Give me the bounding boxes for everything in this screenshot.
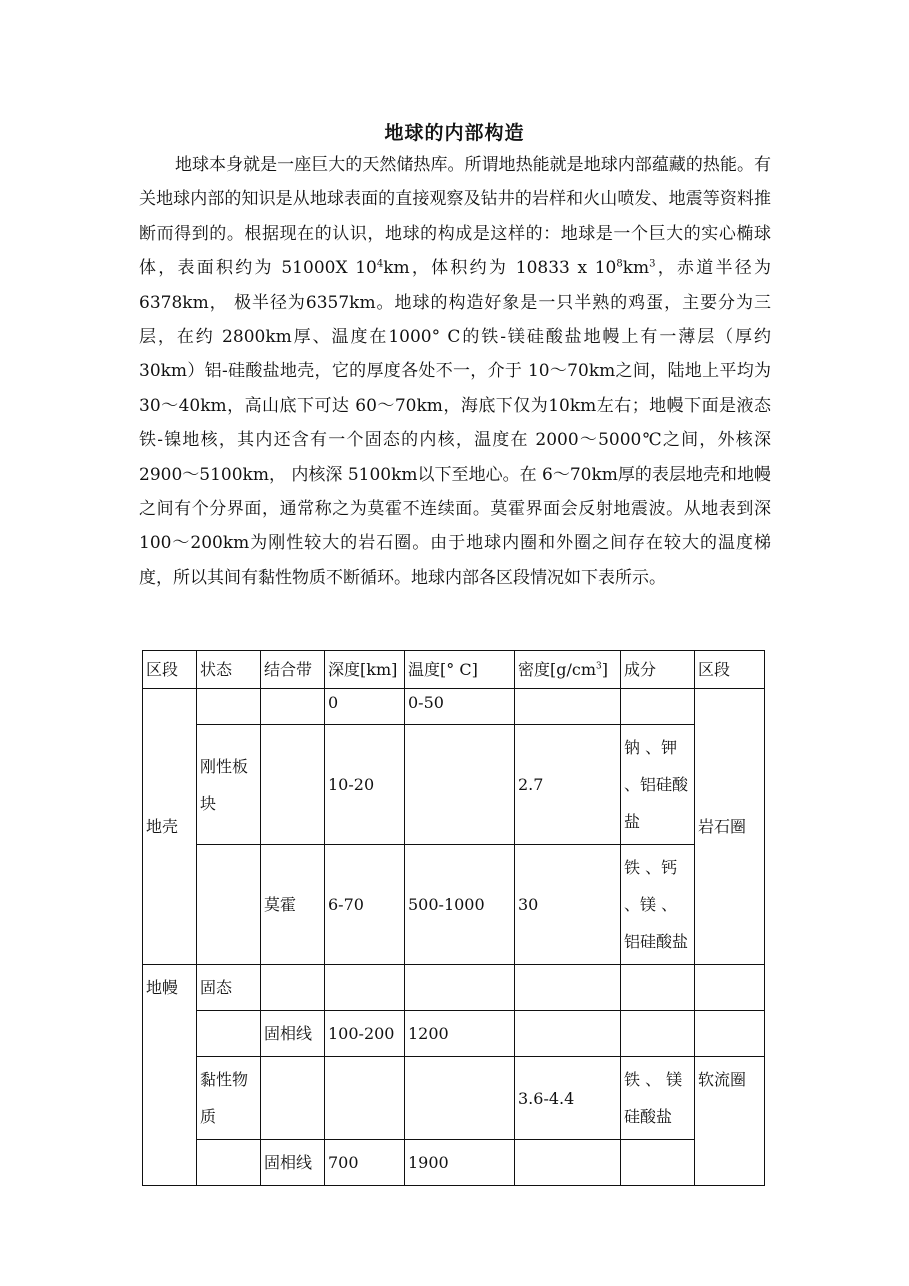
header-cell: 区段 xyxy=(143,651,197,689)
table-cell xyxy=(621,965,695,1011)
table-cell xyxy=(325,965,405,1011)
table-cell: 500-1000 xyxy=(405,845,515,965)
table-cell xyxy=(695,1011,765,1057)
para-part-4: ，赤道半径为6378km， 极半径为6357km。地球的构造好象是一只半熟的鸡蛋，主要分为三层，在约 2800km厚、温度在1000° C的铁-镁硅酸盐地幔上有一薄层（厚约 30km）铝-硅酸盐地壳，它的厚度各处不一，介于 10～70km之间，陆地上平均为30～40km，高山底下可达 60～70km，海底下仅为10km左右；地幔下面是液态铁-镍地核，其内还含有一个固态的内核，温度在 2000～5000℃之间，外核深 2900～5100km， 内核深 5100km以下至地心。在 6～70km厚的表层地壳和地幔之间有个分界面，通常称之为莫霍不连续面。莫霍界面会反射地震波。从地表到深 100～200km为刚性较大的岩石圈。由于地球内圈和外圈之间存在较大的温度梯度，所以其间有黏性物质不断循环。地球内部各区段情况如下表所示。 xyxy=(139,258,772,588)
table-cell: 莫霍 xyxy=(261,845,325,965)
table-cell: 铁 、 镁硅酸盐 xyxy=(621,1057,695,1140)
header-cell: 状态 xyxy=(197,651,261,689)
table-cell: 固态 xyxy=(197,965,261,1011)
table-cell: 刚性板块 xyxy=(197,725,261,845)
sup-exp-1: 4 xyxy=(376,258,384,270)
table-row xyxy=(143,689,765,725)
table-cell xyxy=(197,689,261,725)
table-row xyxy=(143,1140,765,1186)
header-cell: 区段 xyxy=(695,651,765,689)
table-cell xyxy=(261,965,325,1011)
table-cell xyxy=(261,725,325,845)
table-cell xyxy=(405,1057,515,1140)
table-header-row xyxy=(143,651,765,689)
table-cell xyxy=(405,965,515,1011)
header-cell: 结合带 xyxy=(261,651,325,689)
table-cell: 1900 xyxy=(405,1140,515,1186)
table-cell xyxy=(197,1011,261,1057)
table-cell xyxy=(621,1011,695,1057)
table-cell: 0 xyxy=(325,689,405,725)
table-cell: 30 xyxy=(515,845,621,965)
table-cell xyxy=(197,1140,261,1186)
table-cell xyxy=(695,965,765,1011)
table-cell: 100-200 xyxy=(325,1011,405,1057)
header-cell xyxy=(515,651,621,689)
table-cell: 固相线 xyxy=(261,1011,325,1057)
table-cell xyxy=(261,689,325,725)
table-row xyxy=(143,965,765,1011)
region-crust: 地壳 xyxy=(143,689,197,965)
table-cell: 0-50 xyxy=(405,689,515,725)
header-cell: 温度[° C] xyxy=(405,651,515,689)
header-density-text: 密度[g/cm xyxy=(518,660,597,679)
header-density-sup: 3 xyxy=(596,661,602,672)
table-cell xyxy=(515,1140,621,1186)
table-cell: 700 xyxy=(325,1140,405,1186)
zone-asthenosphere: 软流圈 xyxy=(695,1057,765,1186)
para-part-2: km，体积约为 10833 x 10 xyxy=(383,258,617,279)
sup-exp-2: 8 xyxy=(616,258,623,270)
table-cell xyxy=(261,1057,325,1140)
region-mantle: 地幔 xyxy=(143,965,197,1186)
table-cell xyxy=(621,1140,695,1186)
table-cell xyxy=(515,689,621,725)
table-cell xyxy=(325,1057,405,1140)
table-cell: 铁 、钙 、镁 、铝硅酸盐 xyxy=(621,845,695,965)
header-density-close: ] xyxy=(601,660,608,679)
table-cell: 黏性物质 xyxy=(197,1057,261,1140)
table-cell xyxy=(405,725,515,845)
table-cell: 6-70 xyxy=(325,845,405,965)
table-cell: 10-20 xyxy=(325,725,405,845)
table-cell xyxy=(515,1011,621,1057)
table-cell: 2.7 xyxy=(515,725,621,845)
body-paragraph xyxy=(139,148,771,595)
table-row xyxy=(143,1057,765,1140)
table-cell: 固相线 xyxy=(261,1140,325,1186)
header-cell: 深度[km] xyxy=(325,651,405,689)
page-title: 地球的内部构造 xyxy=(384,122,525,144)
table-row xyxy=(143,1011,765,1057)
table-cell xyxy=(621,689,695,725)
sup-exp-3: 3 xyxy=(649,258,656,270)
table-cell: 钠 、钾 、铝硅酸盐 xyxy=(621,725,695,845)
table-cell: 3.6-4.4 xyxy=(515,1057,621,1140)
zone-lithosphere: 岩石圈 xyxy=(695,689,765,965)
para-part-3: km xyxy=(622,258,650,279)
earth-layers-table xyxy=(142,650,765,1186)
table-row xyxy=(143,725,765,845)
para-part-1: 地球本身就是一座巨大的天然储热库。所谓地热能就是地球内部蕴藏的热能。有关地球内部的知识是从地球表面的直接观察及钻井的岩样和火山喷发、地震等资料推断而得到的。根据现在的认识，地球的构成是这样的：地球是一个巨大的实心椭球体，表面积约为 51000X 10 xyxy=(139,155,771,279)
table-cell: 1200 xyxy=(405,1011,515,1057)
table-cell xyxy=(515,965,621,1011)
table-cell xyxy=(197,845,261,965)
header-cell: 成分 xyxy=(621,651,695,689)
table-row xyxy=(143,845,765,965)
